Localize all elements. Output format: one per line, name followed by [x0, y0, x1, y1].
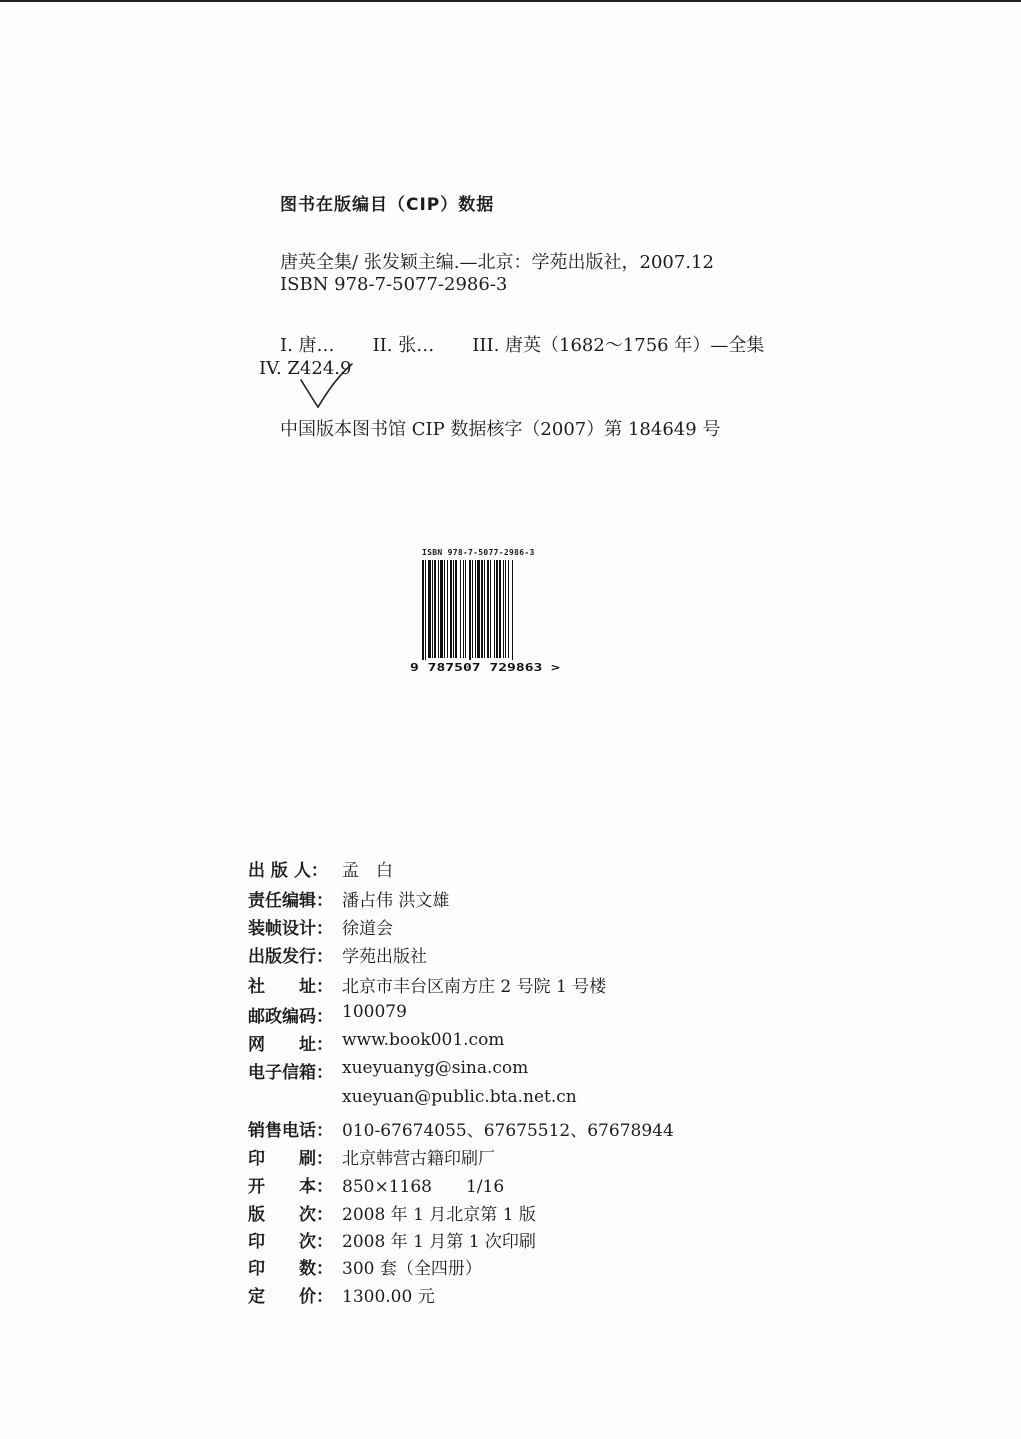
cip-record-line: 唐英全集/ 张发颖主编.—北京：学苑出版社，2007.12: [280, 252, 714, 273]
imprint-label: 版 次：: [248, 1205, 333, 1225]
imprint-value: 100079: [342, 1002, 407, 1022]
imprint-value: xueyuanyg@sina.com: [342, 1058, 529, 1078]
imprint-value: 学苑出版社: [342, 947, 427, 967]
imprint-label: 定 价：: [248, 1287, 333, 1307]
imprint-value: 300 套（全四册）: [342, 1259, 482, 1279]
imprint-value: 徐道会: [342, 919, 393, 939]
imprint-value: www.book001.com: [342, 1030, 505, 1050]
imprint-label: 责任编辑：: [248, 891, 333, 911]
imprint-value: xueyuan@public.bta.net.cn: [342, 1087, 577, 1107]
subject-entry-2: II. 张…: [372, 335, 435, 356]
imprint-label: 装帧设计：: [248, 919, 333, 939]
imprint-label: 电子信箱：: [248, 1063, 333, 1083]
isbn-barcode: [408, 548, 568, 674]
cip-title: 图书在版编目（CIP）数据: [280, 195, 495, 215]
imprint-label: 出版发行：: [248, 947, 333, 967]
cip-number: 中国版本图书馆 CIP 数据核字（2007）第 184649 号: [280, 419, 721, 440]
barcode-bars: [408, 560, 568, 674]
imprint-label: 出 版 人：: [248, 861, 328, 881]
imprint-label: 网 址：: [248, 1035, 333, 1055]
imprint-label: 邮政编码：: [248, 1007, 333, 1027]
imprint-value: 010-67674055、67675512、67678944: [342, 1121, 674, 1141]
imprint-label: 开 本：: [248, 1177, 333, 1197]
page-top-border: [0, 0, 1021, 2]
imprint-label: 印 数：: [248, 1259, 333, 1279]
barcode-isbn-text: ISBN 978-7-5077-2986-3: [422, 548, 535, 557]
imprint-value: 潘占伟 洪文雄: [342, 891, 450, 911]
subject-entry-1: I. 唐…: [280, 335, 335, 356]
imprint-label: 销售电话：: [248, 1121, 333, 1141]
imprint-value: 2008 年 1 月北京第 1 版: [342, 1205, 536, 1225]
imprint-value: 北京韩营古籍印刷厂: [342, 1149, 495, 1169]
imprint-label: 印 次：: [248, 1232, 333, 1252]
cip-subject-line: [280, 331, 764, 357]
imprint-label: 印 刷：: [248, 1149, 333, 1169]
barcode-number-text: 9 787507 729863 >: [410, 662, 560, 674]
imprint-label: 社 址：: [248, 977, 333, 997]
imprint-value: 北京市丰台区南方庄 2 号院 1 号楼: [342, 977, 607, 997]
imprint-value: 850×1168 1/16: [342, 1177, 505, 1197]
handwritten-check-mark: [298, 360, 356, 412]
imprint-value: 1300.00 元: [342, 1287, 435, 1307]
imprint-value: 2008 年 1 月第 1 次印刷: [342, 1232, 536, 1252]
cip-classification: IV. Z424.9: [259, 358, 352, 379]
imprint-value: 孟 白: [342, 861, 393, 881]
subject-entry-3: III. 唐英（1682～1756 年）—全集: [472, 335, 765, 356]
cip-isbn-line: ISBN 978-7-5077-2986-3: [280, 274, 508, 295]
